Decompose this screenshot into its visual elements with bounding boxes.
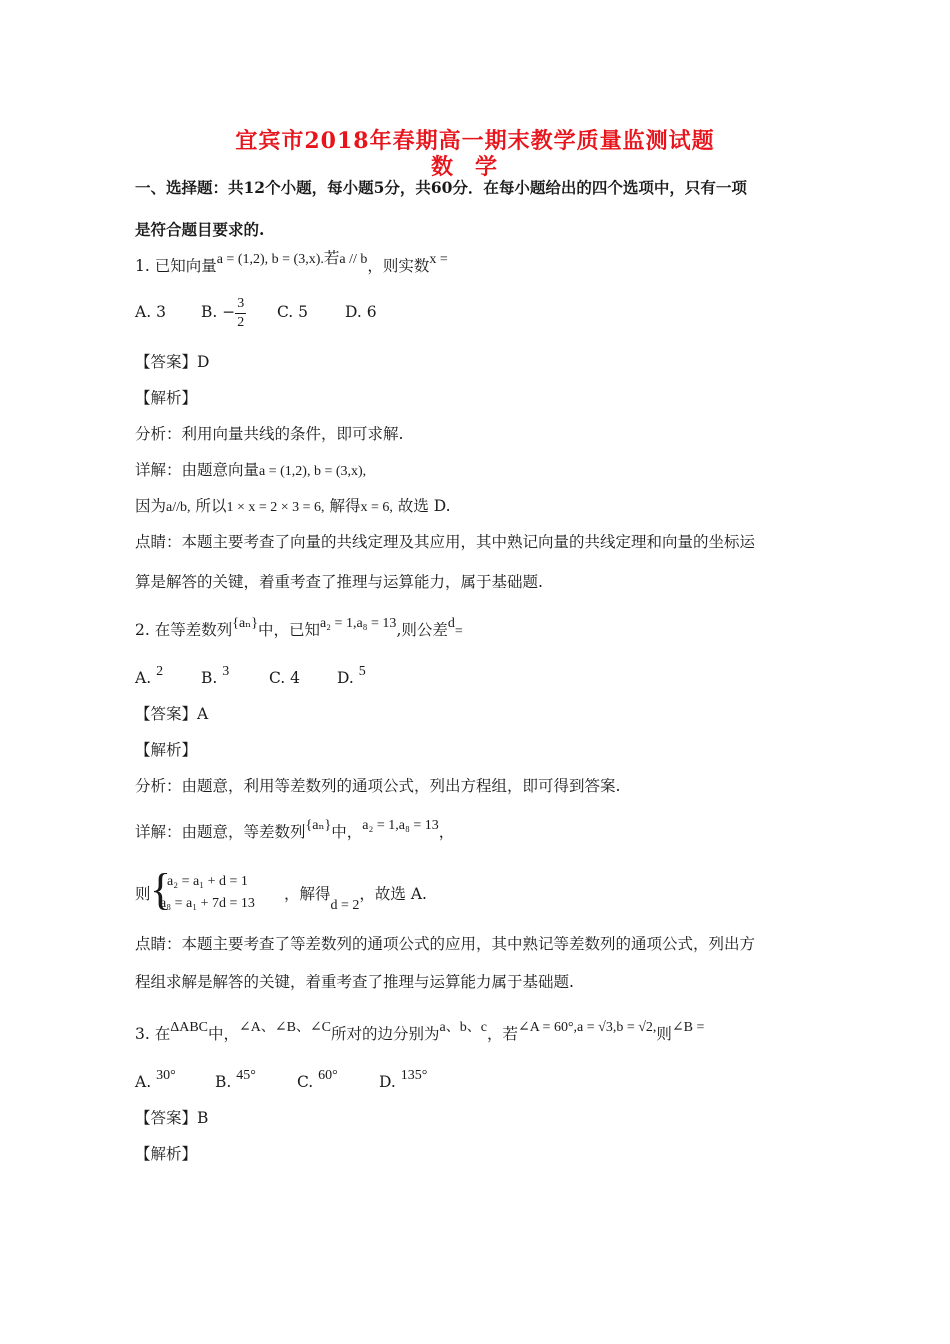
q1-because-mid: 所以 [195, 497, 227, 515]
q1-because-math2: 1 × x = 2 × 3 = 6, [226, 500, 325, 515]
q2-stem-pre: 2. 在等差数列 [135, 621, 233, 639]
q3-option-a-value: 30° [156, 1068, 176, 1083]
q1-answer: 【答案】D [135, 353, 210, 371]
q1-detail [135, 460, 366, 482]
q1-option-a-label: A. [135, 303, 152, 321]
q1-option-b [201, 292, 277, 332]
q3-option-b-label: B. [215, 1073, 232, 1091]
q2-detail-pre: 详解：由题意，等差数列 [135, 823, 306, 841]
q2-stem [135, 616, 463, 642]
q2-stem-cond: a₂ = 1,a₈ = 13 [319, 616, 397, 631]
q1-option-a [135, 292, 201, 332]
q3-option-d-value: 135° [400, 1068, 428, 1083]
q3-stem-triangle: ΔABC [170, 1020, 209, 1035]
q1-because-pre: 因为 [135, 497, 167, 515]
q1-option-b-fraction [235, 295, 246, 332]
q2-option-b [201, 664, 269, 690]
q1-comment-line1: 点睛：本题主要考查了向量的共线定理及其应用，其中熟记向量的共线定理和向量的坐标运 [135, 533, 756, 551]
q2-detail [135, 818, 455, 844]
q1-option-b-num: 3 [235, 295, 246, 314]
q1-detail-math: a = (1,2), b = (3,x), [259, 464, 367, 479]
q1-stem-math3: x = [429, 252, 448, 267]
q1-stem-mid: 若 [323, 249, 340, 267]
q1-stem-pre: 1. 已知向量 [135, 257, 217, 275]
q1-stem-math: a = (1,2), b = (3,x). [216, 252, 324, 267]
q3-stem-mid2: 所对的边分别为 [331, 1025, 440, 1043]
q1-because-math: a//b, [166, 500, 191, 515]
q2-detail-mid: 中， [331, 823, 363, 841]
q1-option-d-label: D. [345, 303, 362, 321]
q3-stem-angles: ∠A、∠B、∠C [239, 1020, 332, 1035]
q1-option-c [277, 292, 345, 332]
q1-because-post: 故选 D. [397, 497, 451, 515]
q2-stem-d: d [447, 616, 455, 631]
q3-stem-sides: a、b、c [439, 1020, 487, 1035]
q2-stem-seq: {aₙ} [232, 616, 258, 631]
q1-stem-math2: a // b [339, 252, 368, 267]
q2-then-label: 则 [135, 885, 151, 903]
q3-stem-mid3: ，若 [486, 1025, 518, 1043]
q2-option-c-value: 4 [290, 669, 301, 687]
q1-stem-post: ，则实数 [367, 257, 430, 275]
q3-option-a-label: A. [135, 1073, 152, 1091]
q1-option-b-den: 2 [237, 314, 245, 330]
q3-stem-pre: 3. 在 [135, 1025, 171, 1043]
q2-solve-pre: ，解得 [284, 885, 331, 903]
q1-stem [135, 249, 448, 278]
q2-detail-post: ， [438, 823, 455, 841]
q3-options [135, 1068, 428, 1094]
q1-detail-pre: 详解：由题意向量 [135, 461, 260, 479]
q2-option-d-label: D. [337, 669, 354, 687]
q3-option-b-value: 45° [236, 1068, 256, 1083]
q2-solve-math: d = 2 [330, 898, 360, 913]
q2-equation-1: a₂ = a₁ + d = 1 [167, 874, 248, 889]
q2-fenxi: 分析：由题意，利用等差数列的通项公式，列出方程组，即可得到答案. [135, 777, 621, 795]
q1-because-mid2: 解得 [329, 497, 361, 515]
q1-fenxi: 分析：利用向量共线的条件，即可求解. [135, 425, 404, 443]
q2-option-c-label: C. [269, 669, 286, 687]
q2-detail-seq: {aₙ} [305, 818, 332, 833]
q2-options [135, 664, 366, 690]
q3-stem [135, 1020, 705, 1046]
q2-option-a-value: 2 [156, 664, 164, 679]
q1-option-a-value: 3 [156, 303, 166, 321]
section-heading-line2: 是符合题目要求的. [135, 220, 265, 239]
q2-option-b-label: B. [201, 669, 218, 687]
q2-solve [284, 884, 427, 913]
q2-comment-line1: 点睛：本题主要考查了等差数列的通项公式的应用，其中熟记等差数列的通项公式，列出方 [135, 935, 756, 953]
exam-subject: 数学 [430, 154, 519, 180]
q2-option-c [269, 668, 337, 688]
q2-option-b-value: 3 [222, 664, 230, 679]
q1-comment-line2: 算是解答的关键，着重考查了推理与运算能力，属于基础题. [135, 573, 543, 591]
q3-answer: 【答案】B [135, 1109, 209, 1127]
q1-option-d [345, 292, 377, 332]
q1-options [135, 292, 377, 332]
q3-option-c [297, 1068, 379, 1094]
q2-detail-cond: a₂ = 1,a₈ = 13 [362, 818, 439, 833]
q2-stem-mid: 中，已知 [257, 621, 320, 639]
q3-analysis-title: 【解析】 [135, 1145, 198, 1163]
q1-because [135, 496, 451, 518]
q2-equation-2: a₈ = a₁ + 7d = 13 [160, 896, 255, 911]
q3-option-a [135, 1068, 215, 1094]
q1-option-c-value: 5 [298, 303, 309, 321]
q1-because-math3: x = 6, [360, 500, 393, 515]
q2-analysis-title: 【解析】 [135, 741, 198, 759]
q3-stem-ask: ∠B = [671, 1020, 705, 1035]
q2-solve-post: ，故选 A. [359, 885, 427, 903]
q2-stem-eq: = [454, 624, 463, 639]
q3-stem-then: 则 [656, 1025, 672, 1043]
q3-option-d [379, 1068, 428, 1094]
q2-option-a-label: A. [135, 669, 152, 687]
q3-option-c-value: 60° [318, 1068, 338, 1083]
q3-option-b [215, 1068, 297, 1094]
q2-option-a [135, 664, 201, 690]
q3-option-d-label: D. [379, 1073, 396, 1091]
q2-option-d-value: 5 [358, 664, 366, 679]
section-heading-line1: 一、选择题：共12个小题，每小题5分，共60分．在每小题给出的四个选项中，只有一项 [135, 178, 747, 197]
q2-comment-line2: 程组求解是解答的关键，着重考查了推理与运算能力属于基础题. [135, 973, 574, 991]
q1-option-b-minus: − [222, 303, 236, 321]
q2-answer: 【答案】A [135, 705, 209, 723]
q1-option-c-label: C. [277, 303, 294, 321]
exam-title: 宜宾市2018年春期高一期末教学质量监测试题 [235, 128, 715, 154]
q3-stem-cond: ∠A = 60°,a = √3,b = √2, [517, 1020, 657, 1035]
q3-option-c-label: C. [297, 1073, 314, 1091]
q1-option-b-label: B. [201, 303, 218, 321]
q1-option-d-value: 6 [366, 303, 377, 321]
q3-stem-mid: 中， [208, 1025, 240, 1043]
q2-stem-post: ,则公差 [396, 621, 448, 639]
q2-option-d [337, 664, 366, 690]
brace-icon: { [150, 865, 172, 914]
q1-analysis-title: 【解析】 [135, 389, 198, 407]
